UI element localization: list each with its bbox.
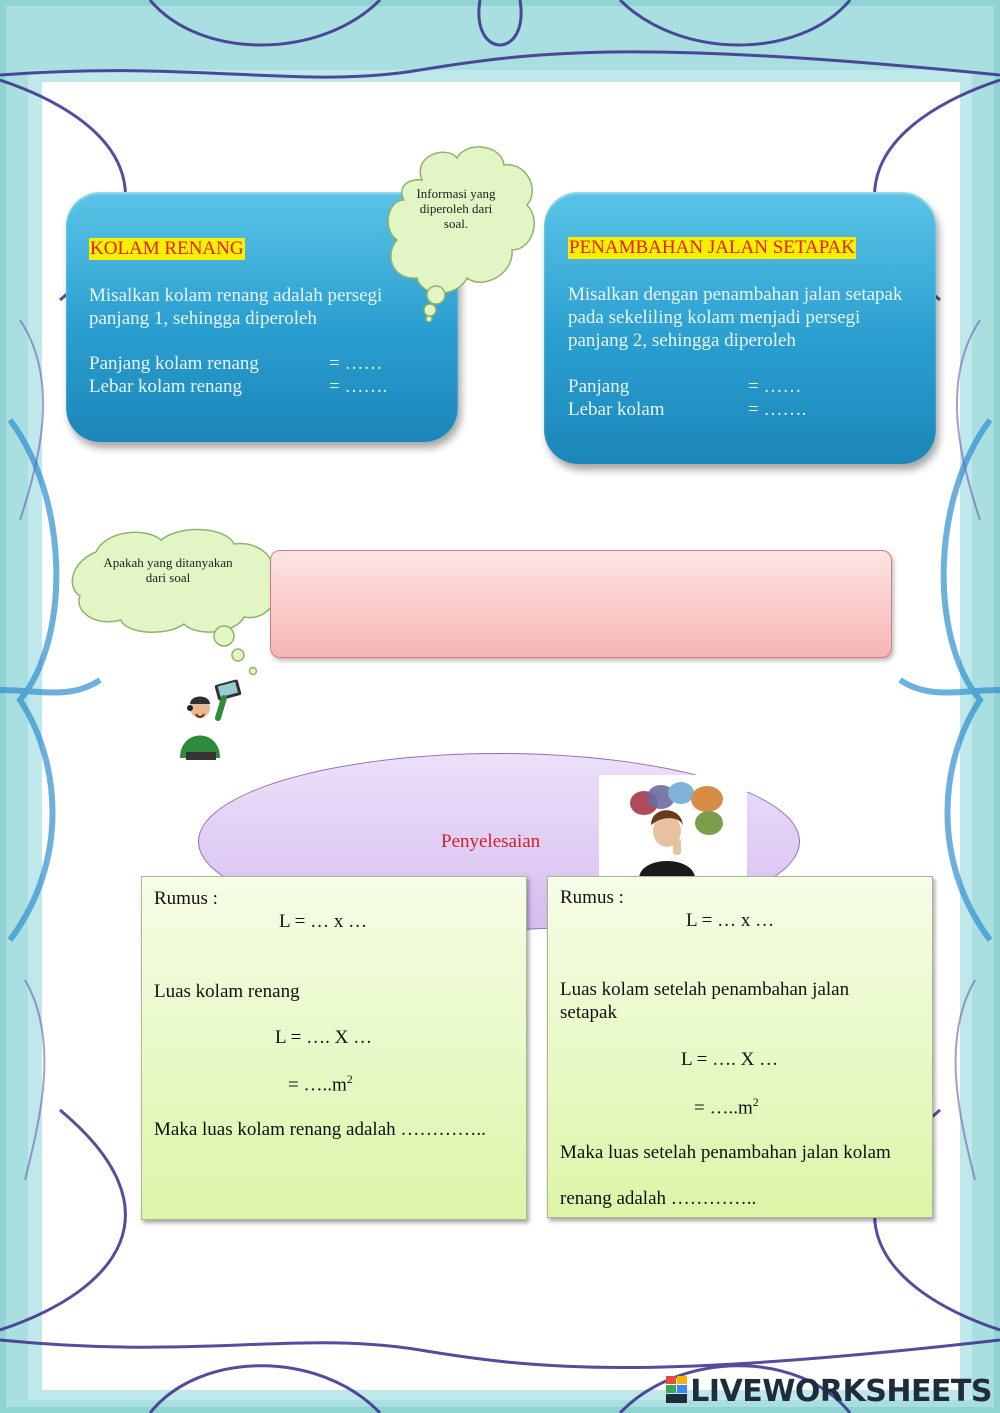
info-cloud-text: Informasi yang diperoleh dari soal. bbox=[416, 186, 496, 231]
pool-width-row bbox=[89, 375, 387, 398]
man-holding-tablet-icon bbox=[172, 678, 244, 764]
path-length-label: Panjang bbox=[568, 376, 630, 397]
info-thought-cloud-icon bbox=[382, 140, 542, 322]
left-calc: L = …. X … bbox=[275, 1027, 373, 1048]
right-solution-box[interactable] bbox=[547, 876, 933, 1218]
liveworksheets-watermark bbox=[666, 1374, 992, 1409]
path-box-title: PENAMBAHAN JALAN SETAPAK bbox=[569, 237, 855, 258]
watermark-text: LIVEWORKSHEETS bbox=[690, 1374, 992, 1409]
right-formula: L = … x … bbox=[686, 910, 775, 931]
right-conclusion-line1: Maka luas setelah penambahan jalan kolam bbox=[560, 1142, 891, 1163]
path-box-description: Misalkan dengan penambahan jalan setapak pada sekeliling kolam menjadi persegi panjang 2, sehingga diperoleh bbox=[568, 284, 903, 351]
question-cloud-text: Apakah yang ditanyakan dari soal bbox=[103, 555, 233, 585]
left-subject: Luas kolam renang bbox=[154, 981, 300, 1002]
liveworksheets-logo-icon bbox=[666, 1376, 688, 1404]
path-width-row bbox=[568, 398, 806, 421]
path-width-value[interactable]: = ……. bbox=[748, 399, 807, 420]
right-calc: L = …. X … bbox=[681, 1049, 779, 1070]
right-subject-line2: setapak bbox=[560, 1002, 617, 1023]
left-result-sup: 2 bbox=[346, 1072, 353, 1086]
left-formula: L = … x … bbox=[279, 911, 368, 932]
left-solution-box[interactable] bbox=[141, 876, 527, 1220]
pool-length-label: Panjang kolam renang bbox=[89, 353, 259, 374]
path-length-row bbox=[568, 375, 806, 398]
question-thought-cloud-icon bbox=[66, 522, 286, 680]
right-conclusion-line2: renang adalah ………….. bbox=[560, 1188, 757, 1209]
solution-label: Penyelesaian bbox=[441, 831, 541, 852]
left-result: = …..m bbox=[288, 1074, 347, 1096]
pool-length-row bbox=[89, 352, 387, 375]
path-info-box bbox=[544, 192, 936, 464]
right-subject-line1: Luas kolam setelah penambahan jalan bbox=[560, 979, 850, 1000]
pool-box-description: Misalkan kolam renang adalah persegi panjang 1, sehingga diperoleh bbox=[89, 285, 383, 329]
pool-length-value[interactable]: = …… bbox=[329, 353, 383, 374]
left-conclusion: Maka luas kolam renang adalah ………….. bbox=[154, 1119, 486, 1140]
left-formula-label: Rumus : bbox=[154, 888, 218, 909]
right-result: = …..m bbox=[694, 1097, 753, 1119]
path-length-value[interactable]: = …… bbox=[748, 376, 802, 397]
right-result-sup: 2 bbox=[752, 1095, 759, 1109]
pool-width-value[interactable]: = ……. bbox=[329, 376, 388, 397]
pool-box-title: KOLAM RENANG bbox=[90, 238, 244, 259]
woman-thinking-speech-bubbles-icon bbox=[599, 775, 747, 879]
right-formula-label: Rumus : bbox=[560, 887, 624, 908]
pool-width-label: Lebar kolam renang bbox=[89, 376, 242, 397]
question-answer-box[interactable] bbox=[270, 550, 892, 658]
path-width-label: Lebar kolam bbox=[568, 399, 665, 420]
